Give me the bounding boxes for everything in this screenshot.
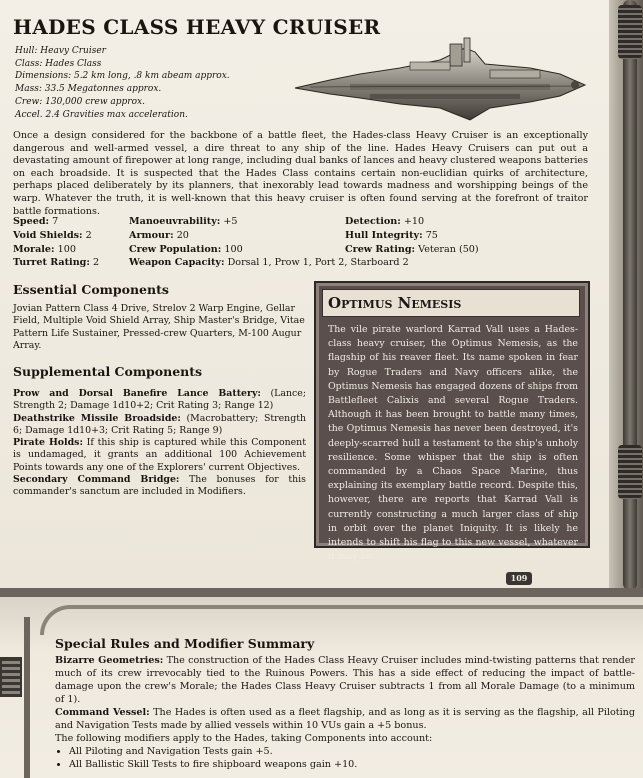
stat-crew: Crew: 130,000 crew approx. [15, 96, 145, 107]
ship-profile [13, 215, 593, 270]
detection-label: Detection: [345, 216, 401, 227]
page-110 [0, 597, 643, 778]
ship-stats [15, 45, 230, 121]
special-rules-section [55, 637, 635, 771]
turret-rating-value: 2 [93, 257, 100, 269]
command-vessel-name: Command Vessel: [55, 707, 150, 718]
essential-components-heading: Essential Components [13, 282, 169, 297]
morale-label: Morale: [13, 243, 55, 255]
sidebar-body: The vile pirate warlord Karrad Vall uses a Hades-class heavy cruiser, the Optimus Nemesis, as the flagship of his reaver fleet. Its name spoken in fear by Rogue Traders and Navy officers alike, the Optimus Nemesis has engaged dozens of ships from Battlefleet Calixis and several Rogue Traders. Although it has been brought to battle many times, the Optimus Nemesis has never been destroyed, it's deeply-scarred hull a testament to the ship's unholy resilience. Some whisper that the ship is often commanded by a Chaos Space Marine, thus explaining its exemplary battle record. Despite this, however, there are reports that Karrad Vall is currently constructing a much larger class of ship in orbit over the planet Iniquity. It is likely he intends to shift his flag to this new vessel, whatever it may be. [328, 324, 578, 563]
supp-item-text: The bonuses for this commander's sanctum are included in Modifiers. [13, 474, 306, 498]
crew-population-value: 100 [224, 243, 243, 255]
supp-item-name: Deathstrike Missile Broadside: [13, 412, 181, 424]
supp-item-name: Prow and Dorsal Banefire Lance Battery: [13, 388, 261, 399]
page-frame-ornament-left [0, 597, 36, 778]
frame-pipe [623, 0, 637, 588]
crew-population-label: Crew Population: [129, 243, 222, 255]
supp-item-text: (Lance; Strength 2; Damage 1d10+2; Crit Rating 3; Range 12) [13, 388, 306, 412]
supp-item [13, 413, 306, 438]
sidebar-title: Optimus Nemesis [328, 294, 462, 312]
modifiers-intro: The following modifiers apply to the Hades, taking Components into account: [55, 733, 433, 744]
page-title: HADES CLASS HEAVY CRUISER [13, 15, 381, 39]
void-shields-value: 2 [85, 229, 92, 241]
hull-integrity-value: 75 [425, 229, 438, 241]
supplemental-components-list [13, 388, 306, 499]
command-vessel-text: The Hades is often used as a fleet flagship, and as long as it is serving as the flagship, all Piloting and Navigation Tests made by allied vessels within 10 VUs gain a +5 bonus. [55, 707, 636, 731]
weapon-capacity-label: Weapon Capacity: [129, 257, 225, 269]
modifier-item: • All Piloting and Navigation Tests gain +5. [69, 745, 635, 758]
bizarre-geometries-rule [55, 654, 635, 706]
command-vessel-rule [55, 706, 635, 732]
page-frame-ornament [609, 0, 643, 588]
essential-components-text: Jovian Pattern Class 4 Drive, Strelov 2 Warp Engine, Gellar Field, Multiple Void Shield Array, Ship Master's Bridge, Vitae Pattern Life Sustainer, Pressed-crew Quarters, M-100 Augur Array. [13, 303, 305, 351]
supplemental-components-heading: Supplemental Components [13, 364, 203, 379]
supp-item [13, 437, 306, 474]
modifier-item: • All Ballistic Skill Tests to fire shipboard weapons gain +10. [69, 758, 635, 771]
bizarre-geometries-text: The construction of the Hades Class Heavy Cruiser includes mind-twisting patterns that render much of its crew irrevocably tied to the Ruinous Powers. This has a side effect of reducing the impact of battle-damage upon the crew's Morale; the Hades Class Heavy Cruiser subtracts 1 from all Morale Damage (to a minimum of 1). [55, 655, 635, 705]
supp-item-name: Secondary Command Bridge: [13, 474, 180, 486]
speed-label: Speed: [13, 216, 50, 227]
void-shields-label: Void Shields: [13, 229, 83, 241]
armour-label: Armour: [129, 229, 174, 241]
supp-item [13, 388, 306, 413]
supp-item-text: (Macrobattery; Strength 6; Damage 1d10+3; Crit Rating 5; Range 9) [13, 412, 307, 436]
stat-dimensions: Dimensions: 5.2 km long, .8 km abeam approx. [15, 71, 230, 82]
optimus-nemesis-sidebar [314, 281, 590, 563]
supp-item-name: Pirate Holds: [13, 437, 83, 449]
manoeuvrability-value: +5 [223, 216, 238, 227]
crew-rating-label: Crew Rating: [345, 243, 416, 255]
intro-paragraph: Once a design considered for the backbone of a battle fleet, the Hades-class Heavy Cruiser is an exceptionally dangerous and well-armed vessel, a dire threat to any ship of the line. Hades Heavy Cruisers can put out a devastating amount of firepower at long range, including dual banks of lances and heavy clustered weapons batteries on each broadside. It is suspected that the Hades Class contains certain non-euclidian quirks of architecture, perhaps placed deliberately by its planners, that inexorably lead towards madness and worshipping beings of the warp. Whatever the truth, it is well-known that this heavy cruiser is often found serving at the forefront of traitor battle formations. [13, 130, 588, 217]
modifiers-list [55, 745, 635, 771]
supp-item [13, 474, 306, 499]
weapon-capacity-value: Dorsal 1, Prow 1, Port 2, Starboard 2 [227, 257, 409, 269]
turret-rating-label: Turret Rating: [13, 257, 90, 269]
stat-class: Class: Hades Class [15, 58, 102, 69]
stat-mass: Mass: 33.5 Megatonnes approx. [15, 84, 162, 95]
morale-value: 100 [57, 243, 76, 255]
special-rules-heading: Special Rules and Modifier Summary [55, 636, 315, 651]
frame-clamp-bottom [618, 445, 642, 499]
speed-value: 7 [52, 216, 59, 227]
hull-integrity-label: Hull Integrity: [345, 229, 423, 241]
manoeuvrability-label: Manoeuvrability: [129, 216, 221, 227]
frame-clamp-top [618, 5, 642, 59]
bizarre-geometries-name: Bizarre Geometries: [55, 655, 164, 666]
stat-hull: Hull: Heavy Cruiser [15, 46, 106, 56]
page-number: 109 [506, 572, 532, 585]
armour-value: 20 [176, 229, 189, 241]
page-gap [0, 588, 643, 597]
page-frame-curve [40, 605, 643, 635]
supp-item-text: If this ship is captured while this Component is undamaged, it grants an additional 100 Achievement Points towards any one of the Explorers' current Objectives. [13, 437, 306, 473]
crew-rating-value: Veteran (50) [418, 243, 479, 255]
detection-value: +10 [403, 216, 425, 227]
stat-accel: Accel. 2.4 Gravities max acceleration. [15, 109, 188, 120]
ship-illustration [290, 30, 590, 140]
